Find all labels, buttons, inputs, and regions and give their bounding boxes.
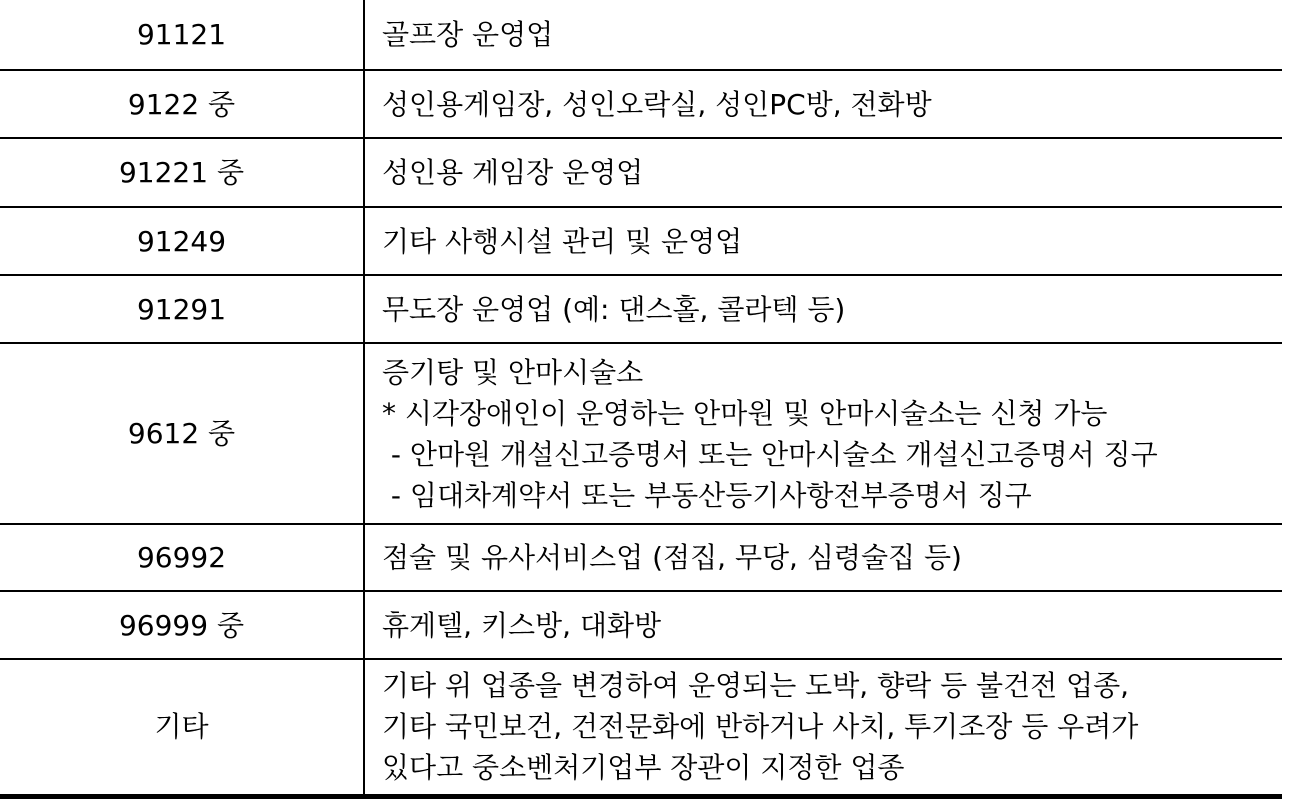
industry-code: 9612 중 (0, 343, 364, 524)
table-row (0, 343, 1282, 524)
description-line: 있다고 중소벤처기업부 장관이 지정한 업종 (382, 751, 905, 785)
description-line: 기타 국민보건, 건전문화에 반하거나 사치, 투기조장 등 우려가 (382, 710, 1139, 744)
industry-description (364, 659, 1282, 796)
industry-code: 기타 (0, 659, 364, 796)
table-row (0, 591, 1282, 659)
table-row (0, 524, 1282, 591)
table-row (0, 207, 1282, 275)
description-note: * 시각장애인이 운영하는 안마원 및 안마시술소는 신청 가능 (382, 396, 1108, 430)
industry-code: 91221 중 (0, 138, 364, 207)
industry-code: 91249 (0, 207, 364, 275)
industry-code: 9122 중 (0, 70, 364, 138)
description-line: 골프장 운영업 (382, 18, 554, 51)
table-row (0, 70, 1282, 138)
industry-description (364, 275, 1282, 343)
description-line: 성인용게임장, 성인오락실, 성인PC방, 전화방 (382, 87, 932, 121)
table-row (0, 275, 1282, 343)
industry-description (364, 70, 1282, 138)
description-subnote: - 임대차계약서 또는 부동산등기사항전부증명서 징구 (382, 478, 1032, 512)
industry-description (364, 207, 1282, 275)
industry-code: 91121 (0, 0, 364, 70)
table-row (0, 0, 1282, 70)
industry-description (364, 524, 1282, 591)
description-line: 증기탕 및 안마시술소 (382, 355, 644, 389)
industry-description (364, 138, 1282, 207)
description-line: 휴게텔, 키스방, 대화방 (382, 608, 662, 642)
industry-description (364, 343, 1282, 524)
table-row (0, 138, 1282, 207)
industry-description (364, 591, 1282, 659)
description-line: 점술 및 유사서비스업 (점집, 무당, 심령술집 등) (382, 541, 962, 574)
description-line: 기타 사행시설 관리 및 운영업 (382, 224, 743, 258)
industry-code: 96999 중 (0, 591, 364, 659)
industry-code: 91291 (0, 275, 364, 343)
description-subnote: - 안마원 개설신고증명서 또는 안마시술소 개설신고증명서 징구 (382, 437, 1158, 471)
description-line: 성인용 게임장 운영업 (382, 156, 644, 189)
description-line: 무도장 운영업 (예: 댄스홀, 콜라텍 등) (382, 292, 846, 326)
description-line: 기타 위 업종을 변경하여 운영되는 도박, 향락 등 불건전 업종, (382, 669, 1130, 703)
industry-description (364, 0, 1282, 70)
industry-code: 96992 (0, 524, 364, 591)
table-row (0, 659, 1282, 796)
